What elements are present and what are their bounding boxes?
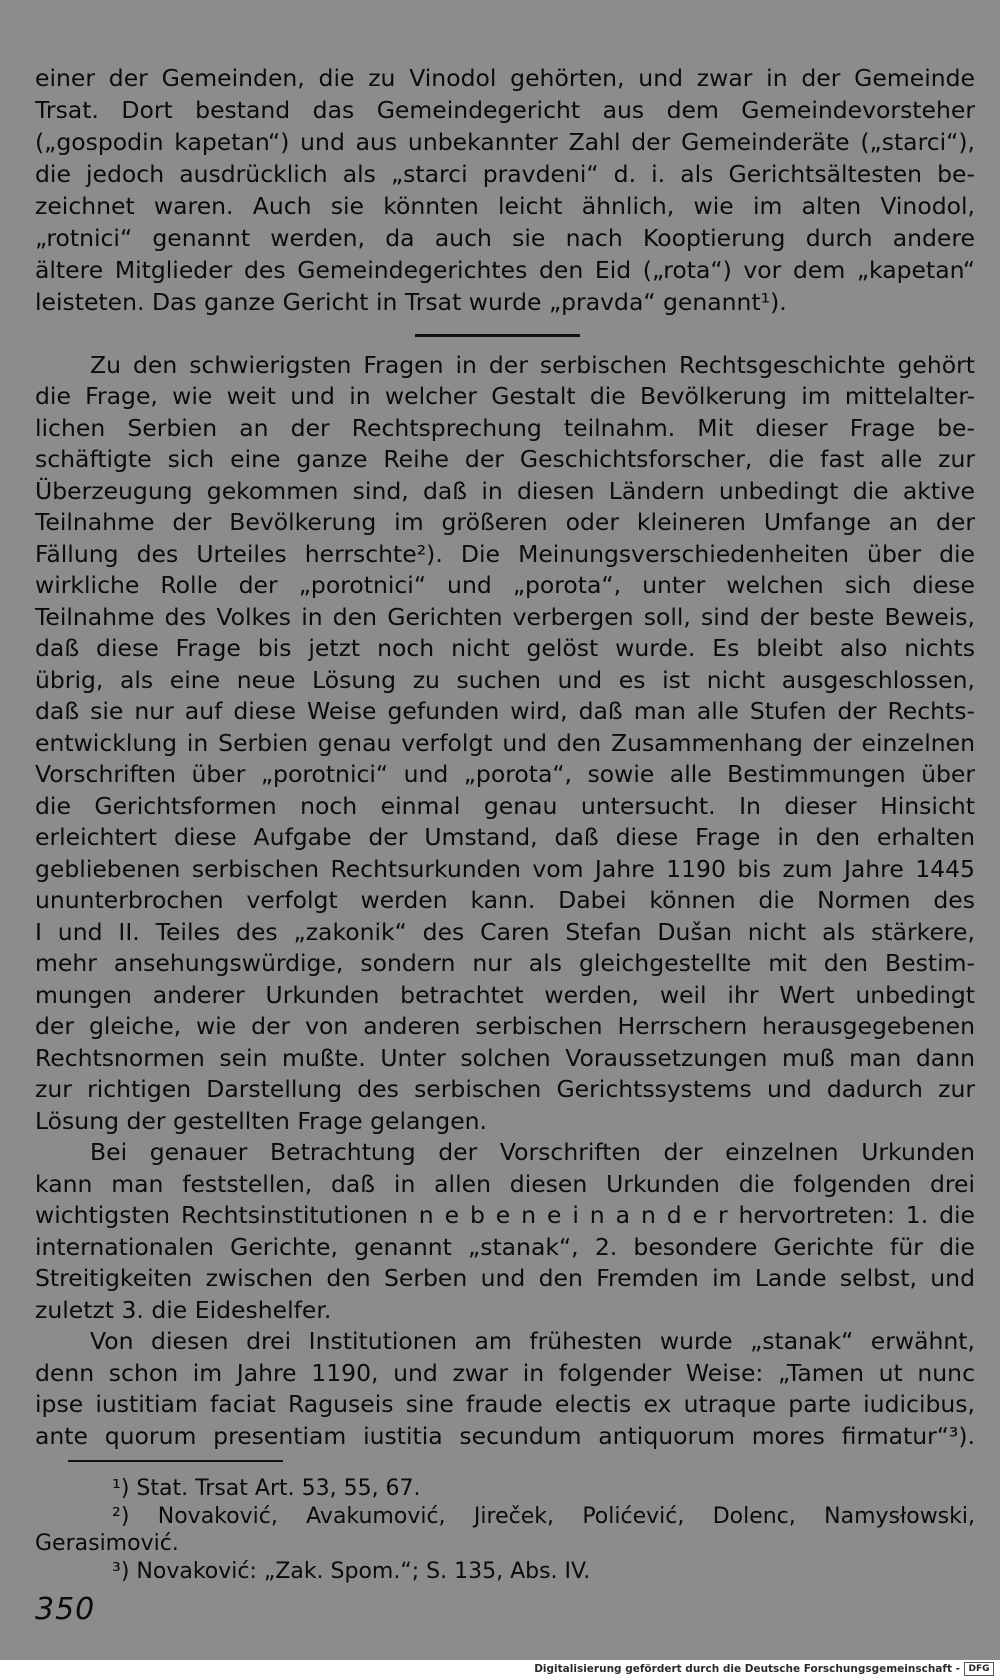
text-line: Lösung der gestellten Frage gelangen. — [35, 1107, 488, 1135]
text-line: der gleiche, wie der von anderen serbischen Herrschern herausgegebenen — [35, 1012, 975, 1040]
text-line: Zu den schwierigsten Fragen in der serbischen Rechtsgeschichte gehört — [90, 351, 975, 379]
text-line: „rotnici“ genannt werden, da auch sie nach Kooptierung durch andere — [35, 224, 975, 252]
text-line: Von diesen drei Institutionen am frühesten wurde „stanak“ erwähnt, — [90, 1327, 975, 1355]
text-line: lichen Serbien an der Rechtsprechung teilnahm. Mit dieser Frage be- — [35, 414, 975, 442]
text-line: Bei genauer Betrachtung der Vorschriften der einzelnen Urkunden — [90, 1138, 975, 1166]
footnote-2-continuation: Gerasimović. — [35, 1531, 179, 1556]
page-number: 350 — [35, 1592, 96, 1627]
text-line: erleichtert diese Aufgabe der Umstand, daß diese Frage in den erhalten — [35, 823, 975, 851]
text-line: Streitigkeiten zwischen den Serben und den Fremden im Lande selbst, und — [35, 1264, 975, 1292]
text-line: leisteten. Das ganze Gericht in Trsat wurde „pravda“ genannt¹). — [35, 288, 787, 316]
text-line: zeichnet waren. Auch sie könnten leicht ähnlich, wie im alten Vinodol, — [35, 192, 975, 220]
text-line: die Gerichtsformen noch einmal genau untersucht. In dieser Hinsicht — [35, 792, 975, 820]
text-line: ununterbrochen verfolgt werden kann. Dabei können die Normen des — [35, 886, 975, 914]
text-line: Trsat. Dort bestand das Gemeindegericht aus dem Gemeindevorsteher — [35, 96, 975, 124]
text-line: Teilnahme des Volkes in den Gerichten verbergen soll, sind der beste Beweis, — [35, 603, 975, 631]
text-line: wichtigsten Rechtsinstitutionen n e b e n e i n a n d e r hervortreten: 1. die — [35, 1201, 975, 1229]
text-line: („gospodin kapetan“) und aus unbekannter Zahl der Gemeinderäte („starci“), — [35, 128, 975, 156]
text-line: wirkliche Rolle der „porotnici“ und „porota“, unter welchen sich diese — [35, 571, 975, 599]
text-line: übrig, als eine neue Lösung zu suchen und es ist nicht ausgeschlossen, — [35, 666, 975, 694]
text-line: Rechtsnormen sein mußte. Unter solchen Voraussetzungen muß man dann — [35, 1044, 975, 1072]
text-line: I und II. Teiles des „zakonik“ des Caren Stefan Dušan nicht als stärkere, — [35, 918, 975, 946]
text-line: Überzeugung gekommen sind, daß in diesen Ländern unbedingt die aktive — [35, 477, 975, 505]
text-line: Teilnahme der Bevölkerung im größeren oder kleineren Umfange an der — [35, 508, 975, 536]
footnote-3: ³) Novaković: „Zak. Spom.“; S. 135, Abs. IV. — [112, 1559, 591, 1584]
text-line: entwicklung in Serbien genau verfolgt und den Zusammenhang der einzelnen — [35, 729, 975, 757]
text-line: ante quorum presentiam iustitia secundum antiquorum mores firmatur“³). — [35, 1422, 975, 1450]
text-line: mungen anderer Urkunden betrachtet werden, weil ihr Wert unbedingt — [35, 981, 975, 1009]
text-line: zur richtigen Darstellung des serbischen Gerichtssystems und dadurch zur — [35, 1075, 975, 1103]
text-line: die jedoch ausdrücklich als „starci pravdeni“ d. i. als Gerichtsältesten be- — [35, 160, 975, 188]
text-line: zuletzt 3. die Eideshelfer. — [35, 1296, 332, 1324]
text-line: denn schon im Jahre 1190, und zwar in folgender Weise: „Tamen ut nunc — [35, 1359, 975, 1387]
digitization-credit: Digitalisierung gefördert durch die Deutsche Forschungsgemeinschaft - — [534, 1663, 960, 1675]
text-line: ältere Mitglieder des Gemeindegerichtes den Eid („rota“) vor dem „kapetan“ — [35, 256, 975, 284]
text-line: die Frage, wie weit und in welcher Gestalt die Bevölkerung im mittelalter- — [35, 382, 975, 410]
text-line: einer der Gemeinden, die zu Vinodol gehörten, und zwar in der Gemeinde — [35, 64, 975, 92]
footnote-2: ²) Novaković, Avakumović, Jireček, Polićević, Dolenc, Namysłowski, — [112, 1504, 975, 1529]
text-line: gebliebenen serbischen Rechtsurkunden vom Jahre 1190 bis zum Jahre 1445 — [35, 855, 975, 883]
text-line: internationalen Gerichte, genannt „stanak“, 2. besondere Gerichte für die — [35, 1233, 975, 1261]
text-line: ipse iustitiam faciat Raguseis sine fraude electis ex utraque parte iudicibus, — [35, 1390, 975, 1418]
text-line: daß sie nur auf diese Weise gefunden wird, daß man alle Stufen der Rechts- — [35, 697, 975, 725]
text-line: mehr ansehungswürdige, sondern nur als gleichgestellte mit den Bestim- — [35, 949, 975, 977]
text-line: Vorschriften über „porotnici“ und „porota“, sowie alle Bestimmungen über — [35, 760, 975, 788]
section-divider — [415, 334, 580, 337]
footnote-rule — [68, 1460, 283, 1462]
footnote-1: ¹) Stat. Trsat Art. 53, 55, 67. — [112, 1476, 421, 1501]
text-line: Fällung des Urteiles herrschte²). Die Meinungsverschiedenheiten über die — [35, 540, 975, 568]
dfg-logo: DFG — [964, 1662, 994, 1676]
text-line: schäftigte sich eine ganze Reihe der Geschichtsforscher, die fast alle zur — [35, 445, 975, 473]
text-line: daß diese Frage bis jetzt noch nicht gelöst wurde. Es bleibt also nichts — [35, 634, 975, 662]
text-line: kann man feststellen, daß in allen diesen Urkunden die folgenden drei — [35, 1170, 975, 1198]
